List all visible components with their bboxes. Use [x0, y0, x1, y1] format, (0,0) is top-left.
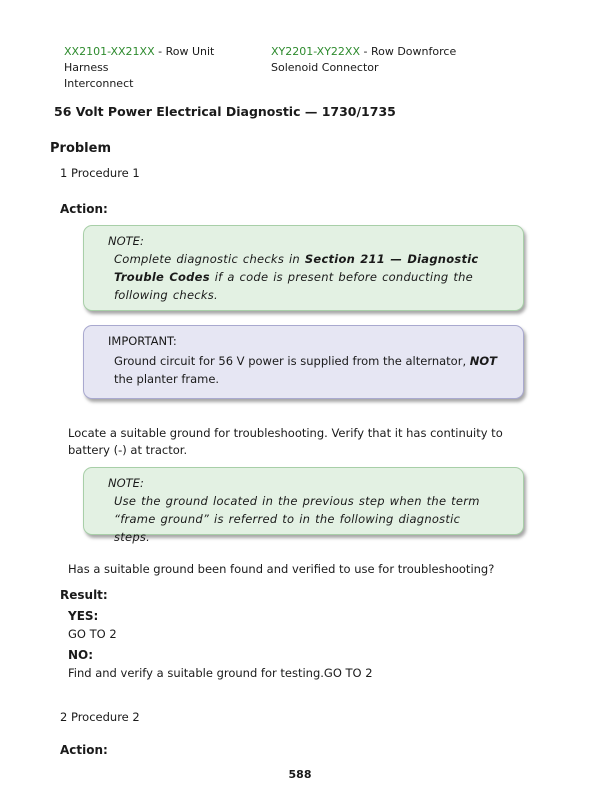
note-body: Use the ground located in the previous step when the term “frame ground” is referred to in the following diagnostic steps.: [114, 494, 480, 544]
action-1-label: Action:: [60, 202, 108, 216]
no-label: NO:: [68, 648, 94, 662]
yes-goto-link[interactable]: GO TO 2: [68, 627, 117, 641]
locate-ground-instruction: Locate a suitable ground for troubleshooting. Verify that it has continuity to battery (-) at tractor.: [68, 426, 503, 457]
connector-desc-line2: Interconnect: [64, 77, 134, 90]
important-text: Ground circuit for 56 V power is supplied from the alternator,: [114, 354, 470, 368]
note-text: if a code is present before conducting the following checks.: [114, 270, 473, 302]
procedure-1-heading: 1 Procedure 1: [60, 166, 140, 180]
important-body: [114, 352, 497, 388]
connector-ref-downforce: [271, 44, 471, 76]
ground-question: Has a suitable ground been found and verified to use for troubleshooting?: [68, 562, 495, 576]
connector-link-row-unit[interactable]: XX2101-XX21XX: [64, 45, 155, 58]
connector-desc: Row Unit Harness: [64, 45, 215, 74]
note-box-diagnostic-checks: [83, 225, 524, 311]
important-text: the planter frame.: [114, 372, 220, 386]
connector-desc-line2: Solenoid Connector: [271, 61, 379, 74]
section-reference: Section 211 — Diagnostic Trouble Codes: [114, 252, 479, 284]
no-action-text[interactable]: Find and verify a suitable ground for testing.GO TO 2: [68, 666, 373, 680]
yes-label: YES:: [68, 609, 99, 623]
connector-sep: -: [154, 45, 166, 58]
important-emphasis: NOT: [469, 354, 498, 368]
note-text: Complete diagnostic checks in: [114, 252, 305, 266]
important-box-ground-circuit: [83, 325, 524, 399]
problem-heading: Problem: [50, 141, 111, 156]
result-label: Result:: [60, 588, 108, 602]
procedure-2-heading: 2 Procedure 2: [60, 710, 140, 724]
note-heading: NOTE:: [108, 476, 144, 490]
note-box-frame-ground: [83, 467, 524, 544]
action-2-label: Action:: [60, 743, 108, 757]
connector-link-downforce[interactable]: XY2201-XY22XX: [271, 45, 360, 58]
important-heading: IMPORTANT:: [108, 334, 177, 348]
page-title: 56 Volt Power Electrical Diagnostic — 1730/1735: [54, 104, 396, 119]
note-heading: NOTE:: [108, 234, 144, 248]
note-body: [114, 250, 497, 304]
connector-ref-row-unit: [64, 44, 254, 92]
connector-desc: Row Downforce: [370, 45, 457, 58]
page-number: 588: [288, 768, 312, 781]
connector-sep: -: [360, 45, 371, 58]
